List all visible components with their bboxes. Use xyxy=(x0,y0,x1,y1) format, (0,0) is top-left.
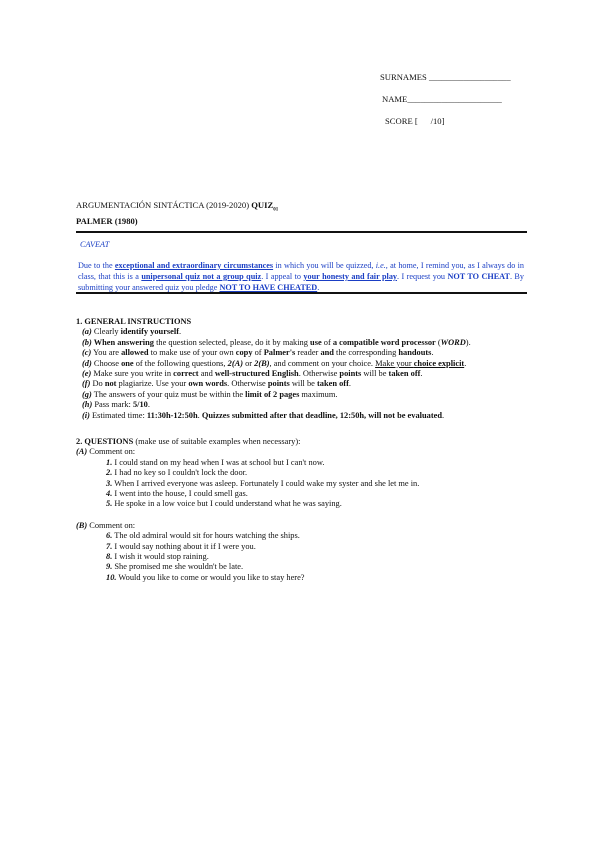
course-name: ARGUMENTACIÓN SINTÁCTICA (2019-2020) xyxy=(76,200,250,210)
quiz-title xyxy=(76,200,278,227)
instruction-i xyxy=(76,411,536,421)
instruction-c xyxy=(76,348,536,358)
question-item xyxy=(106,489,536,499)
instruction-text: reader xyxy=(295,348,321,358)
questions-heading-note: (make use of suitable examples when necessary): xyxy=(133,437,301,446)
instruction-text: The answers of your quiz must be within the xyxy=(91,389,246,399)
instruction-label: (g) xyxy=(82,389,92,399)
instruction-bold: not xyxy=(104,379,117,389)
instruction-text: . xyxy=(420,369,423,379)
instruction-label: (h) xyxy=(82,400,93,410)
caveat-box xyxy=(76,231,527,294)
instruction-bold: 2(A) xyxy=(227,358,243,368)
instruction-bold: 2(B) xyxy=(254,358,270,368)
instruction-d xyxy=(76,359,536,369)
group-b-list xyxy=(76,531,536,583)
score-line xyxy=(380,116,511,127)
instruction-bold: correct xyxy=(173,369,199,379)
instruction-bold: identify yourself xyxy=(120,327,179,337)
instruction-a xyxy=(76,327,536,337)
question-text: He spoke in a low voice but I could understand what he was saying. xyxy=(112,499,342,509)
instruction-text: or xyxy=(242,358,255,368)
reader-title: PALMER (1980) xyxy=(76,216,138,227)
questions-section xyxy=(76,437,536,583)
caveat-emphasis: NOT TO CHEAT xyxy=(447,272,510,281)
spacer xyxy=(76,510,536,521)
instruction-text: . xyxy=(441,410,445,420)
caveat-emphasis: your honesty and fair play xyxy=(303,272,398,281)
instruction-label: (b) xyxy=(82,337,92,347)
instruction-bold: copy xyxy=(235,348,253,358)
question-number: 1. xyxy=(106,457,113,467)
question-text: When I arrived everyone was asleep. Fortunately I could wake my syster and she let me in. xyxy=(112,478,420,488)
instruction-text: Choose xyxy=(91,358,122,368)
instruction-text: . xyxy=(179,327,182,337)
question-number: 3. xyxy=(106,478,113,488)
caveat-emphasis: NOT TO HAVE CHEATED xyxy=(219,283,318,292)
instruction-label: (f) xyxy=(82,379,91,389)
caveat-title: CAVEAT xyxy=(80,240,110,249)
caveat-text xyxy=(78,260,524,293)
instruction-h xyxy=(76,400,536,410)
instruction-bold: points xyxy=(339,369,362,379)
name-line xyxy=(380,94,511,105)
instruction-text: the question selected, please, do it by making xyxy=(153,337,311,347)
general-instructions xyxy=(76,317,536,421)
instruction-text: You are xyxy=(91,348,122,358)
instruction-bold: points xyxy=(267,379,290,389)
instruction-label: (e) xyxy=(82,369,92,379)
instruction-text: Clearly xyxy=(91,327,121,337)
instruction-bold: own words xyxy=(188,379,228,389)
instruction-bold: Palmer's xyxy=(263,348,296,358)
quiz-word: QUIZ xyxy=(251,200,274,210)
group-b-text: Comment on: xyxy=(87,520,136,530)
question-item xyxy=(106,499,536,509)
question-item xyxy=(106,531,536,541)
caveat-emphasis: unipersonal quiz not a group quiz xyxy=(141,272,262,281)
instruction-bold: When answering xyxy=(91,337,154,347)
course-title xyxy=(76,200,278,216)
score-value: /10] xyxy=(430,116,445,126)
questions-heading-label: 2. QUESTIONS xyxy=(76,437,134,446)
surnames-line xyxy=(380,72,511,83)
instruction-bold: taken off xyxy=(388,369,421,379)
question-number: 8. xyxy=(106,552,113,562)
group-a-label: (A) xyxy=(76,447,88,457)
instruction-bold: a compatible word processor xyxy=(332,337,436,347)
name-blank: ______________________ xyxy=(407,94,502,104)
question-text: I wish it would stop raining. xyxy=(112,552,209,562)
question-text: I would say nothing about it if I were you. xyxy=(112,541,256,551)
instructions-heading: 1. GENERAL INSTRUCTIONS xyxy=(76,317,192,326)
question-item xyxy=(106,458,536,468)
caveat-part: . I appeal to xyxy=(261,272,304,281)
caveat-part: . I request you xyxy=(397,272,448,281)
instruction-b xyxy=(76,338,536,348)
quiz-number: 01 xyxy=(273,207,279,213)
instruction-g xyxy=(76,390,536,400)
instruction-text: , and comment on your choice. xyxy=(269,358,376,368)
instruction-text: . xyxy=(197,410,202,420)
surnames-blank: ___________________ xyxy=(428,72,511,82)
question-number: 9. xyxy=(106,562,113,572)
question-text: I went into the house, I could smell gas. xyxy=(112,489,248,499)
question-item xyxy=(106,542,536,552)
question-number: 6. xyxy=(106,531,113,541)
caveat-emphasis: exceptional and extraordinary circumstances xyxy=(114,261,274,270)
instruction-bold: 11:30h-12:50h xyxy=(146,410,198,420)
instruction-bold: well-structured English xyxy=(214,369,299,379)
instruction-label: (a) xyxy=(82,327,92,337)
group-b-heading xyxy=(76,521,536,531)
instruction-text: Do xyxy=(90,379,105,389)
instruction-text: . xyxy=(348,379,351,389)
questions-heading xyxy=(76,437,536,447)
question-item xyxy=(106,562,536,572)
instruction-bold: taken off xyxy=(316,379,349,389)
instruction-label: (d) xyxy=(82,358,92,368)
caveat-part: Due to the xyxy=(78,261,115,270)
surnames-label: SURNAMES xyxy=(380,72,427,82)
question-number: 2. xyxy=(106,468,113,478)
question-item xyxy=(106,479,536,489)
instruction-bold: use xyxy=(310,337,322,347)
instruction-f xyxy=(76,379,536,389)
caveat-part: . By submitting your answered quiz you pledge xyxy=(78,272,524,292)
instruction-e xyxy=(76,369,536,379)
instruction-text: the corresponding xyxy=(333,348,399,358)
question-text: She promised me she wouldn't be late. xyxy=(112,562,244,572)
instruction-text: plagiarize. Use your xyxy=(116,379,189,389)
question-number: 5. xyxy=(106,499,113,509)
instruction-text: ( xyxy=(435,337,441,347)
name-label: NAME xyxy=(382,94,408,104)
caveat-part: . xyxy=(317,283,320,292)
score-label: SCORE [ xyxy=(385,116,418,126)
instruction-bold: 5/10 xyxy=(132,400,148,410)
instruction-text: . xyxy=(147,400,150,410)
instruction-text: . Otherwise xyxy=(227,379,268,389)
instruction-text: Estimated time: xyxy=(89,410,147,420)
question-number: 10. xyxy=(106,572,117,582)
question-text: Would you like to come or would you like to stay here? xyxy=(116,572,305,582)
instruction-text: . Otherwise xyxy=(298,369,340,379)
group-a-heading xyxy=(76,447,536,457)
instruction-text: . xyxy=(431,348,434,358)
instruction-bold: and xyxy=(320,348,334,358)
instruction-text: and xyxy=(198,369,215,379)
caveat-ie: i.e. xyxy=(375,261,386,270)
instruction-text: will be xyxy=(361,369,389,379)
instruction-bold: limit of 2 pages xyxy=(245,389,300,399)
group-b-label: (B) xyxy=(76,520,88,530)
instruction-bold: Quizzes submitted after that deadline, 12:50h, will not be evaluated xyxy=(201,410,442,420)
instruction-text: . xyxy=(464,358,467,368)
instruction-text: will be xyxy=(289,379,317,389)
question-text: I could stand on my head when I was at school but I can't now. xyxy=(112,457,325,467)
instruction-bold: one xyxy=(121,358,134,368)
instruction-label: (c) xyxy=(82,348,92,358)
instruction-text: Make sure you write in xyxy=(91,369,174,379)
question-text: I had no key so I couldn't lock the door. xyxy=(112,468,248,478)
question-item xyxy=(106,573,536,583)
question-text: The old admiral would sit for hours watching the ships. xyxy=(112,531,300,541)
instruction-text: ). xyxy=(465,337,471,347)
instruction-text: of xyxy=(252,348,264,358)
caveat-part: in which you will be quizzed, xyxy=(273,261,376,270)
instruction-bold: handouts xyxy=(398,348,432,358)
instruction-text: of xyxy=(321,337,333,347)
group-a-text: Comment on: xyxy=(87,447,136,457)
instruction-bold: choice explicit xyxy=(413,358,465,368)
question-number: 4. xyxy=(106,489,113,499)
question-number: 7. xyxy=(106,541,113,551)
question-item xyxy=(106,552,536,562)
instruction-text: Pass mark: xyxy=(92,400,133,410)
question-item xyxy=(106,468,536,478)
group-a-list xyxy=(76,458,536,510)
instruction-text: to make use of your own xyxy=(148,348,236,358)
student-header xyxy=(380,72,511,138)
instruction-text: maximum. xyxy=(299,389,338,399)
instruction-text: of the following questions, xyxy=(133,358,228,368)
instruction-bold: WORD xyxy=(440,337,466,347)
instruction-label: (i) xyxy=(82,410,90,420)
instruction-bold: allowed xyxy=(121,348,149,358)
instruction-underline: Make your xyxy=(375,358,414,368)
caveat-part: , at home, I remind you, as I always do in class, that this is a xyxy=(78,261,525,281)
